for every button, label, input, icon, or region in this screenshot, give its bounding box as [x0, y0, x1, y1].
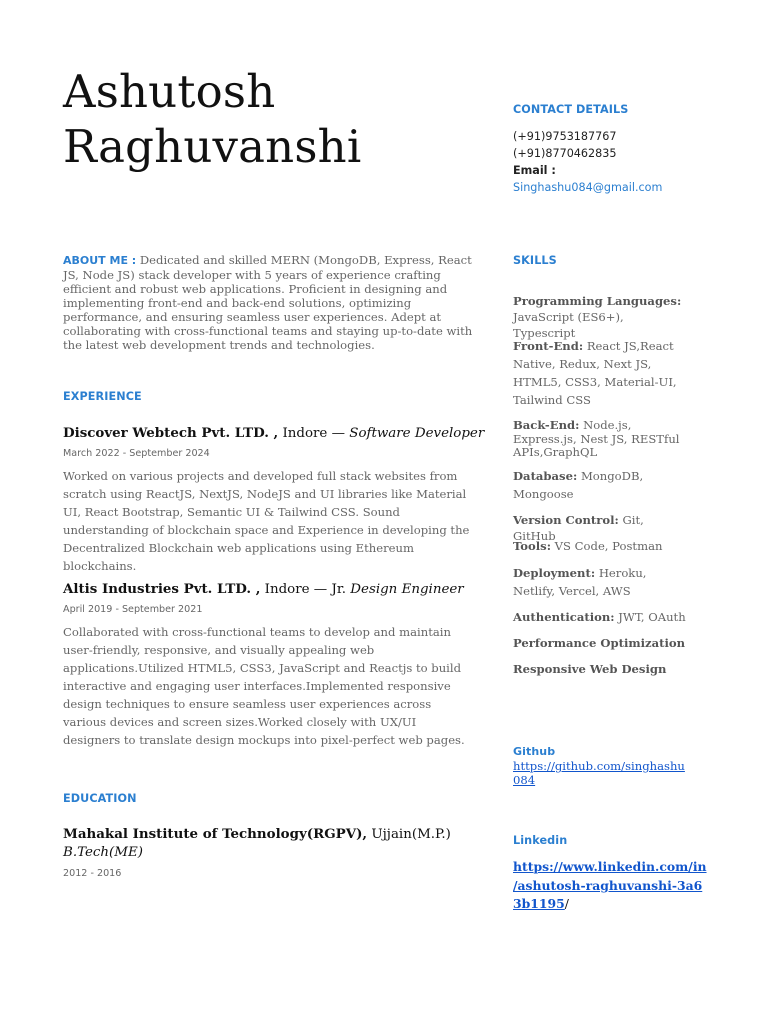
skill-value: VS Code, Postman: [554, 539, 663, 553]
job-location: Indore —: [264, 582, 328, 597]
linkedin-url-line-2[interactable]: /ashutosh-raghuvanshi-3a6: [513, 877, 703, 893]
job-description: Worked on various projects and developed full stack websites from scratch using ReactJS, NextJS, NodeJS and UI libraries like Material UI, React Bootstrap, Semantic UI & Tailwind CSS. Sound understanding of blockchain space and Experience in developing the Decentralized Blockchain web applications using Ethereum blockchains.: [63, 469, 470, 573]
degree-text: B.Tech(ME): [63, 845, 143, 860]
job-title-line: [63, 424, 484, 443]
job-description: Collaborated with cross-functional teams to develop and maintain user-friendly, responsive, and visually appealing web applications.Utilized HTML5, CSS3, JavaScript and Reactjs to build interactive and engaging user interfaces.Implemented responsive design techniques to ensure seamless user experiences across various devices and screen sizes.Worked closely with UX/UI designers to translate design mockups into pixel-perfect web pages.: [63, 625, 465, 747]
phone-1: (+91)9753187767: [513, 130, 617, 143]
about-section: [63, 253, 473, 352]
skill-item: [513, 609, 688, 625]
education-heading: EDUCATION: [63, 792, 137, 805]
education-dates: 2012 - 2016: [63, 868, 122, 879]
contact-heading: CONTACT DETAILS: [513, 103, 629, 116]
skill-value: Node.js, Express.js, Nest JS, RESTful APIs,GraphQL: [513, 418, 680, 459]
skill-key: Version Control:: [513, 513, 619, 527]
skill-item: [513, 467, 688, 503]
skill-key: Performance Optimization: [513, 636, 686, 650]
linkedin-label: Linkedin: [513, 834, 568, 847]
job-company: Altis Industries Pvt. LTD. ,: [63, 581, 261, 597]
skill-item: [513, 337, 688, 409]
github-url-line-1[interactable]: https://github.com/singhashu: [513, 759, 685, 773]
linkedin-url-id[interactable]: 3b1195: [513, 896, 565, 911]
skill-key: Back-End:: [513, 418, 580, 432]
education-institution: Mahakal Institute of Technology(RGPV),: [63, 826, 368, 842]
skill-value: Git, GitHub: [513, 513, 644, 543]
job-entry: [63, 580, 473, 749]
skill-value: React JS,React Native, Redux, Next JS, HTML5, CSS3, Material-UI, Tailwind CSS: [513, 339, 677, 407]
first-name: Ashutosh: [63, 65, 276, 118]
email-address[interactable]: Singhashu084@gmail.com: [513, 181, 663, 194]
skill-item: [513, 635, 688, 651]
experience-heading: EXPERIENCE: [63, 390, 142, 403]
linkedin-link[interactable]: [513, 858, 707, 914]
linkedin-url-line-3[interactable]: [513, 895, 707, 914]
skill-item: [513, 419, 688, 460]
linkedin-url-trail: /: [564, 896, 569, 911]
job-role: Design Engineer: [350, 582, 464, 597]
education-title-line: [63, 825, 451, 844]
github-url-line-2[interactable]: 084: [513, 773, 536, 787]
skill-key: Authentication:: [513, 610, 615, 624]
job-role-prefix: Jr.: [331, 582, 347, 597]
education-entry: [63, 825, 451, 879]
email-label: Email :: [513, 164, 556, 177]
job-location: Indore —: [282, 426, 345, 441]
phone-2: (+91)8770462835: [513, 147, 617, 160]
skill-value: JavaScript (ES6+), Typescript: [513, 310, 624, 340]
skill-key: Front-End:: [513, 339, 584, 353]
job-role: Software Developer: [349, 426, 485, 441]
skill-key: Deployment:: [513, 566, 596, 580]
job-entry: [63, 424, 484, 575]
skill-item: [513, 538, 688, 554]
skill-key: Responsive Web Design: [513, 662, 667, 676]
last-name: Raghuvanshi: [63, 120, 362, 173]
skill-value: Heroku, Netlify, Vercel, AWS: [513, 566, 647, 598]
skills-heading: SKILLS: [513, 254, 557, 267]
skill-key: Programming Languages:: [513, 294, 682, 308]
job-title-line: [63, 580, 473, 599]
skill-value: JWT, OAuth: [618, 610, 686, 624]
skill-value: MongoDB, Mongoose: [513, 469, 644, 501]
skill-item: [513, 564, 688, 600]
skill-item: [513, 293, 688, 341]
contact-block: [513, 128, 662, 196]
linkedin-url-line-1[interactable]: https://www.linkedin.com/in: [513, 859, 707, 874]
github-label: Github: [513, 745, 556, 758]
about-text: Dedicated and skilled MERN (MongoDB, Express, React JS, Node JS) stack developer with 5 years of experience crafting efficient and robust web applications. Proficient in designing and implementing front-end and back-end solutions, optimizing performance, and ensuring seamless user experiences. Adept at collaborating with cross-functional teams and staying up-to-date with the latest web development trends and technologies.: [63, 253, 473, 352]
github-link[interactable]: [513, 759, 685, 787]
job-company: Discover Webtech Pvt. LTD. ,: [63, 425, 279, 441]
candidate-name: [63, 64, 483, 174]
job-dates: April 2019 - September 2021: [63, 604, 203, 615]
job-dates: March 2022 - September 2024: [63, 448, 210, 459]
about-label: ABOUT ME :: [63, 254, 137, 267]
skill-key: Tools:: [513, 539, 551, 553]
education-degree: [63, 844, 451, 862]
skill-item: [513, 661, 688, 677]
skill-key: Database:: [513, 469, 578, 483]
education-location: Ujjain(M.P.): [371, 827, 451, 842]
